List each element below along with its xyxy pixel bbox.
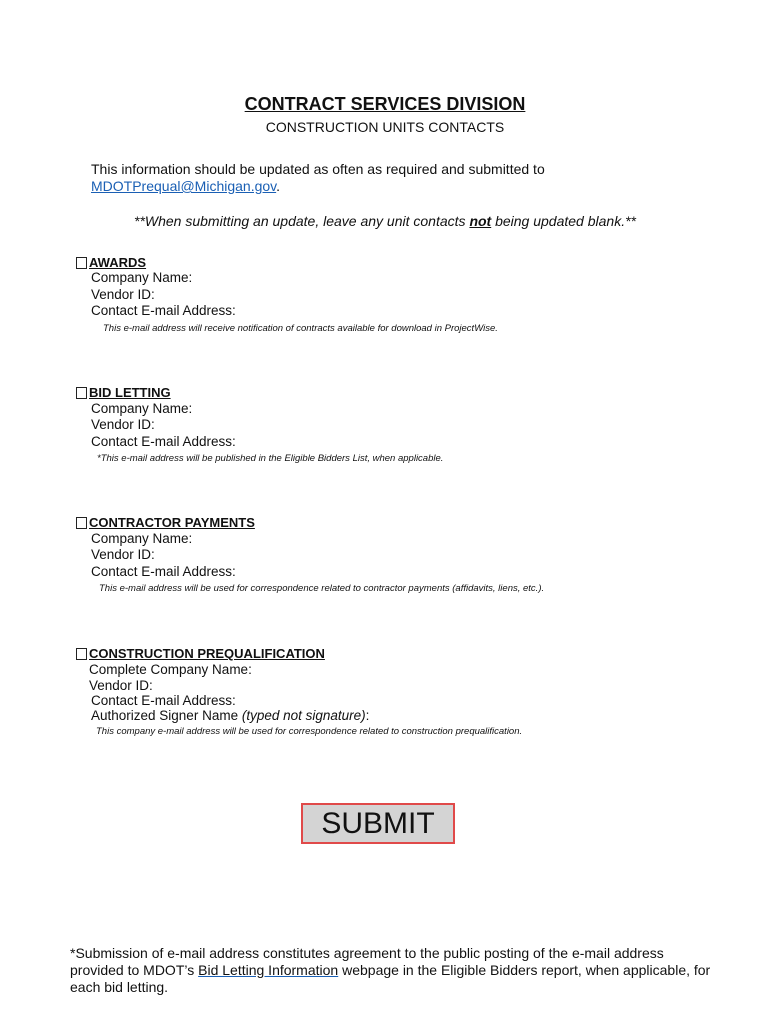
contractor-payments-vendor-field[interactable]: Vendor ID: [91,547,155,562]
email-link[interactable]: MDOTPrequal@Michigan.gov [91,178,277,194]
footer-disclaimer: *Submission of e-mail address constitutes agreement to the public posting of the e-mail address provided to MDOT’s Bid Letting Information webpage in the Eligible Bidders report, when applicable, for each bid letting. [70,945,711,995]
prequalification-vendor-field[interactable]: Vendor ID: [89,678,153,693]
contractor-payments-header: CONTRACTOR PAYMENTS [76,515,255,530]
bid-letting-note: *This e-mail address will be published in the Eligible Bidders List, when applicable. [97,453,444,464]
bid-letting-info-link[interactable]: Bid Letting Information [198,962,339,978]
intro-text: This information should be updated as often as required and submitted to MDOTPrequal@Michigan.gov. [91,161,545,194]
bid-letting-vendor-field[interactable]: Vendor ID: [91,417,155,432]
contractor-payments-company-field[interactable]: Company Name: [91,531,193,546]
update-note: **When submitting an update, leave any unit contacts not being updated blank.** [134,213,636,229]
contractor-payments-email-field[interactable]: Contact E-mail Address: [91,564,236,579]
contractor-payments-note: This e-mail address will be used for correspondence related to contractor payments (affidavits, liens, etc.). [99,583,545,594]
awards-email-field[interactable]: Contact E-mail Address: [91,303,236,318]
awards-vendor-field[interactable]: Vendor ID: [91,287,155,302]
bid-letting-header: BID LETTING [76,385,171,400]
submit-button[interactable]: SUBMIT [301,803,455,844]
bid-letting-checkbox[interactable] [76,387,87,399]
awards-company-field[interactable]: Company Name: [91,270,193,285]
contractor-payments-checkbox[interactable] [76,517,87,529]
page-subtitle: CONSTRUCTION UNITS CONTACTS [265,119,505,135]
awards-header: AWARDS [76,255,146,270]
prequalification-signer-field[interactable]: Authorized Signer Name (typed not signature): [91,708,370,723]
page-title: CONTRACT SERVICES DIVISION [244,94,526,114]
prequalification-checkbox[interactable] [76,648,87,660]
bid-letting-company-field[interactable]: Company Name: [91,401,193,416]
prequalification-company-field[interactable]: Complete Company Name: [89,662,252,677]
bid-letting-email-field[interactable]: Contact E-mail Address: [91,434,236,449]
prequalification-header: CONSTRUCTION PREQUALIFICATION [76,646,325,661]
prequalification-note: This company e-mail address will be used for correspondence related to construction prequalification. [96,726,523,737]
prequalification-email-field[interactable]: Contact E-mail Address: [91,693,236,708]
awards-checkbox[interactable] [76,257,87,269]
awards-note: This e-mail address will receive notification of contracts available for download in ProjectWise. [103,323,498,334]
